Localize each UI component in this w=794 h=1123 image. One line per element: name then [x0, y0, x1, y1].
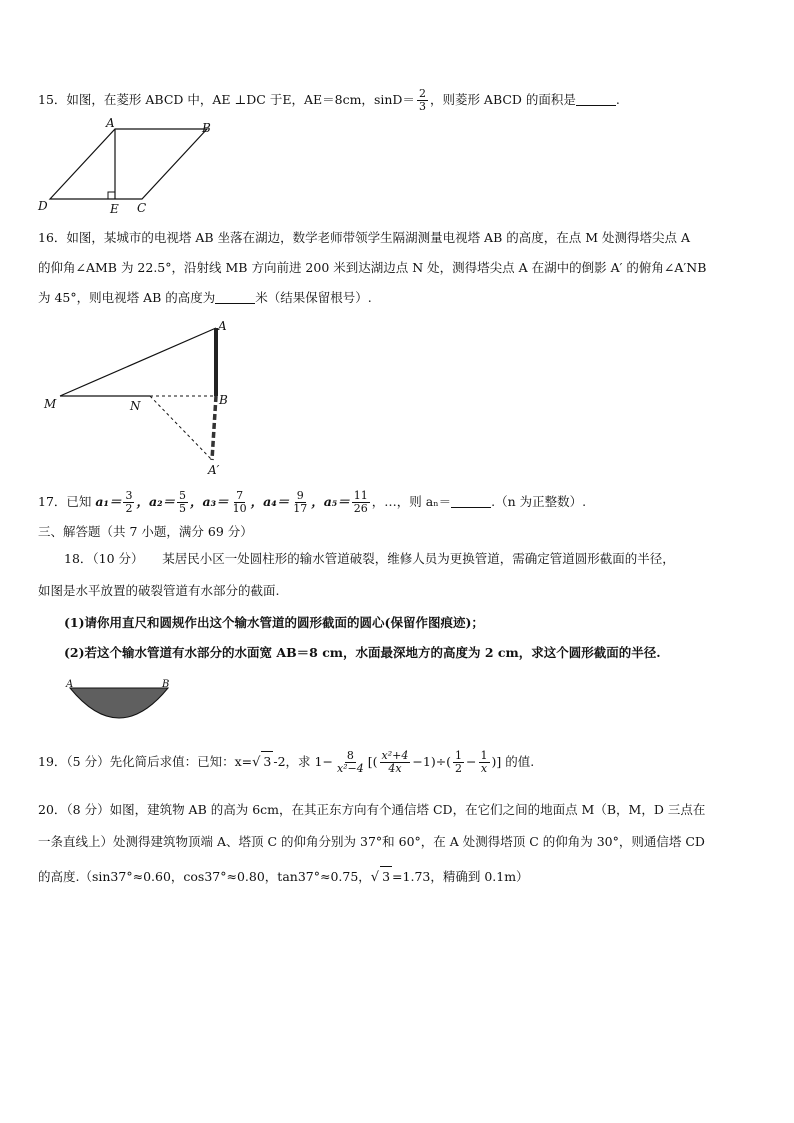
question-20-line-1: 20．（8 分）如图，建筑物 AB 的高为 6cm，在其正东方向有个通信塔 CD，在它们之间的地面点 M（B，M，D 三点在 — [38, 802, 706, 817]
question-20-line-2: 一条直线上）处测得建筑物顶端 A、塔顶 C 的仰角分别为 37°和 60°，在 A 处测得塔顶 C 的仰角为 30°，则通信塔 CD — [38, 834, 705, 849]
question-16-line-1: 16．如图，某城市的电视塔 AB 坐落在湖边，数学老师带领学生隔湖测量电视塔 AB 的高度，在点 M 处测得塔尖点 A — [38, 230, 690, 245]
label-a: A — [106, 118, 115, 130]
label-b: B — [219, 393, 228, 407]
answer-blank — [576, 93, 616, 106]
label-a: A — [218, 319, 227, 333]
label-b: B — [202, 121, 211, 135]
label-a: A — [66, 679, 74, 690]
pipe-section-figure — [60, 676, 180, 736]
question-18-part-1: (1)请你用直尺和圆规作出这个输水管道的圆形截面的圆心(保留作图痕迹)； — [64, 615, 484, 630]
question-18-line-2: 如图是水平放置的破裂管道有水部分的截面. — [38, 583, 280, 598]
question-20-line-3: 的高度.（sin37°≈0.60，cos37°≈0.80，tan37°≈0.75，√ 3 =1.73，精确到 0.1m） — [38, 866, 529, 888]
label-d: D — [38, 199, 48, 213]
question-15-text: 15．如图，在菱形 ABCD 中，AE ⊥DC 于E，AE＝8cm，sinD＝ $\frac{2}{3}$ ，则菱形 ABCD 的面积是 . — [38, 87, 620, 113]
label-b: B — [162, 679, 170, 690]
question-16-line-3: 为 45°，则电视塔 AB 的高度为 米（结果保留根号）. — [38, 290, 372, 305]
question-17-text: 17．已知 a₁＝ $\frac{3}{2}$ ，a₂＝ $\frac{5}{5}$ ，a₃＝ $\frac{7}{10}$ ，a₄＝ $\frac{9}{17}$ ，a₅＝ $\frac{11}{26}$ ，…，则 aₙ＝ .（n 为正整数）. — [38, 489, 587, 515]
label-m: M — [44, 397, 57, 411]
question-18-part-2: (2)若这个输水管道有水部分的水面宽 AB＝8 cm，水面最深地方的高度为 2 cm，求这个圆形截面的半径. — [64, 645, 661, 660]
answer-blank — [215, 291, 255, 304]
rhombus-figure — [30, 118, 220, 218]
question-18-line-1: 18．（10 分） 某居民小区一处圆柱形的输水管道破裂，维修人员为更换管道，需确定管道圆形截面的半径， — [64, 551, 675, 566]
section-heading: 三、解答题（共 7 小题，满分 69 分） — [38, 524, 253, 539]
label-a-prime: A′ — [208, 463, 220, 477]
fraction-sin-d: $\frac{2}{3}$ — [418, 87, 426, 113]
question-16-line-2: 的仰角∠AMB 为 22.5°，沿射线 MB 方向前进 200 米到达湖边点 N 处，测得塔尖点 A 在湖中的倒影 A′ 的俯角∠A′NB — [38, 260, 707, 275]
label-e: E — [110, 202, 119, 216]
tower-figure — [40, 318, 240, 478]
question-19-text: 19．（5 分）先化简后求值：已知：x=√ 3 -2，求 1− $\frac{8}{\text{x²−4}}$ [( $\frac{\text{x²+4}}{4x}$ −1)÷( $\frac{1}{2}$ − $\frac{1}{x}$ )] 的值. — [38, 749, 535, 775]
label-c: C — [137, 201, 147, 215]
label-n: N — [130, 399, 141, 413]
answer-blank — [451, 495, 491, 508]
